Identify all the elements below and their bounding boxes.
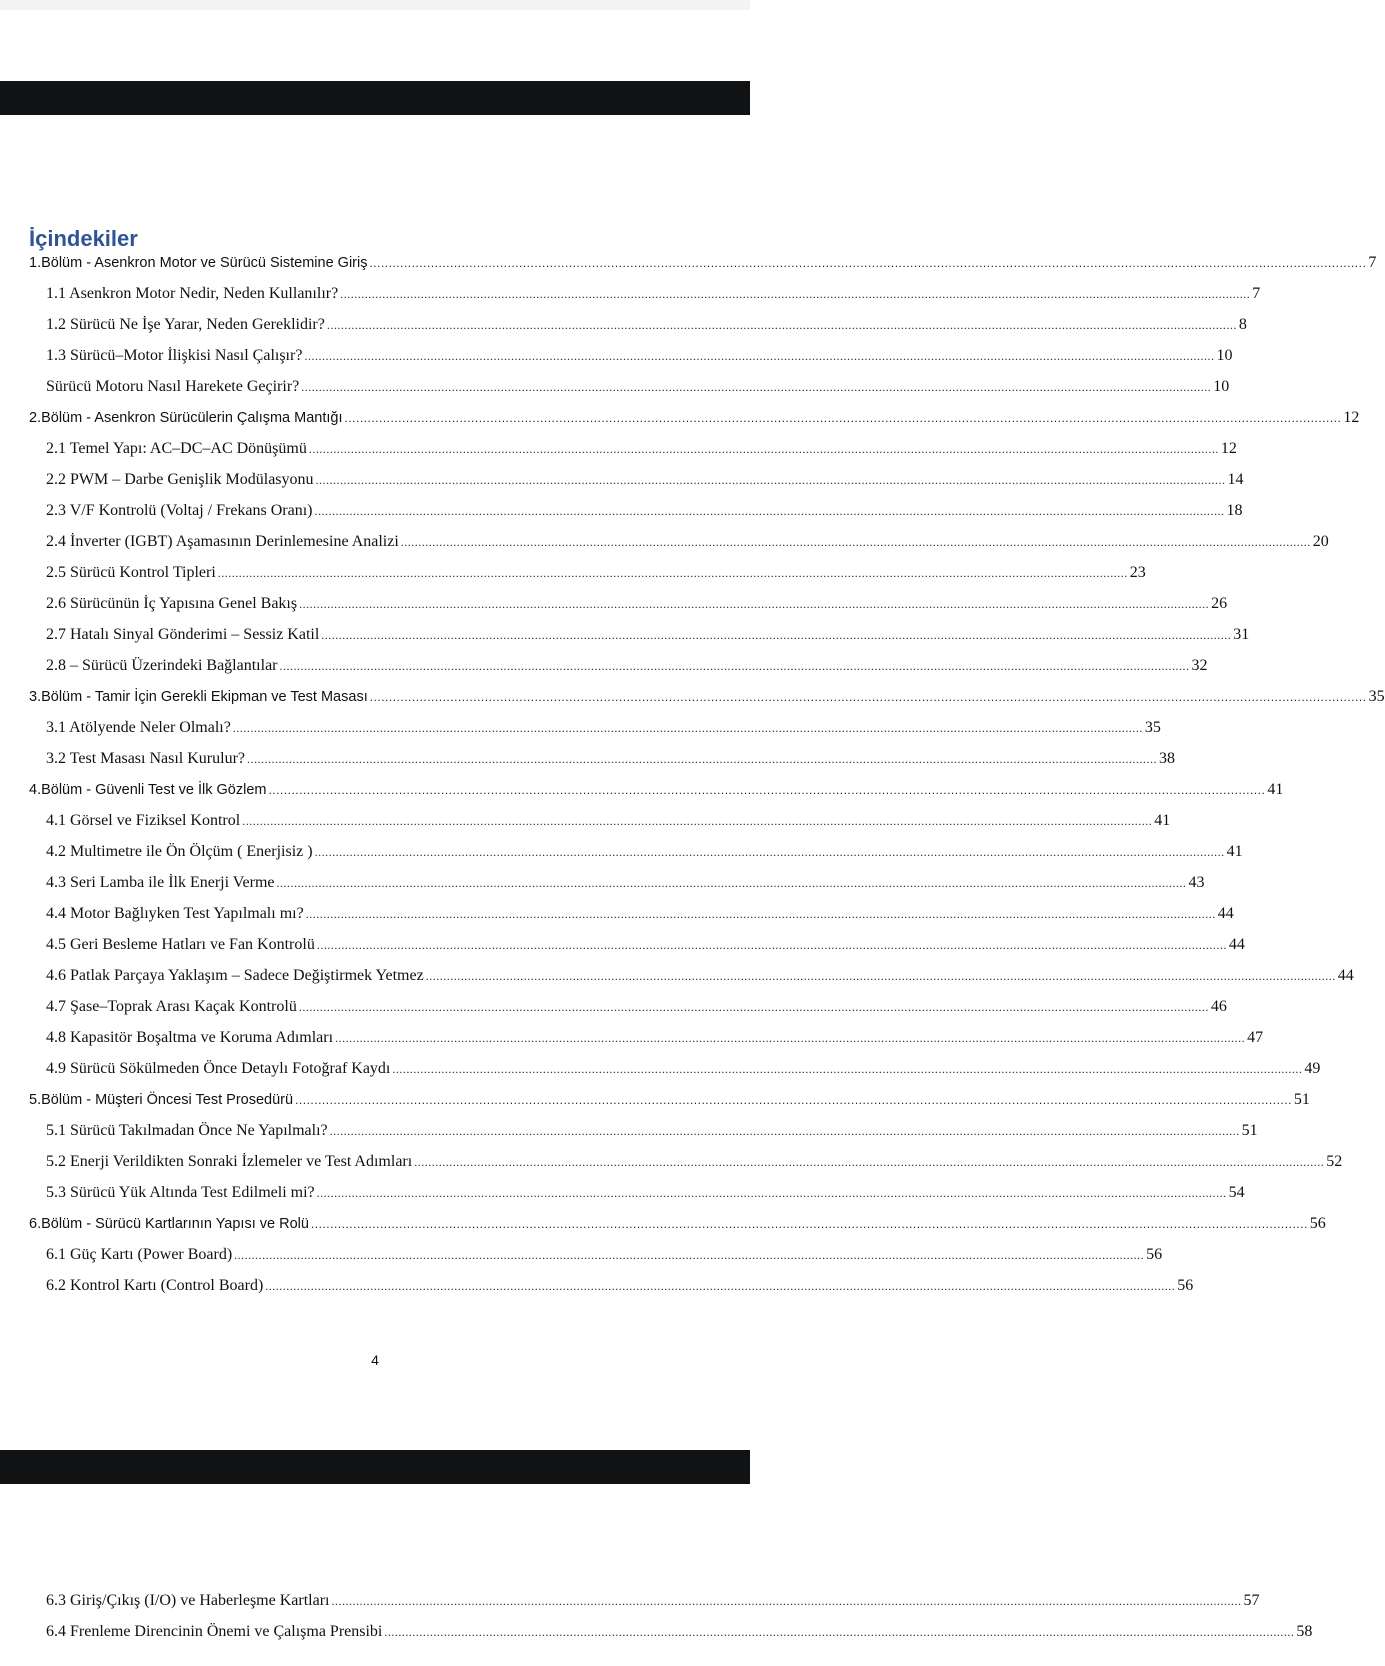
toc-entry-title: 4.1 Görsel ve Fiziksel Kontrol — [46, 812, 241, 829]
toc-entry-page: 52 — [1326, 1153, 1343, 1170]
dot-leader: .................................................................................................................................................................................................................................................................... — [295, 1093, 1292, 1107]
dot-leader: .................................................................................................................................................................................................................................................................... — [392, 1062, 1303, 1076]
dot-leader: .................................................................................................................................................................................................................................................................... — [217, 566, 1128, 580]
toc-chapter-entry[interactable] — [0, 781, 1284, 812]
dot-leader: .................................................................................................................................................................................................................................................................... — [314, 504, 1225, 518]
toc-section-entry[interactable] — [0, 998, 1227, 1029]
toc-section-entry[interactable] — [0, 1277, 1194, 1308]
toc-entry-page: 8 — [1238, 316, 1247, 333]
dot-leader: .................................................................................................................................................................................................................................................................... — [316, 1186, 1227, 1200]
dot-leader: .................................................................................................................................................................................................................................................................... — [326, 318, 1237, 332]
toc-entry-page: 38 — [1159, 750, 1175, 767]
page-separator — [0, 81, 750, 115]
toc-section-entry[interactable] — [0, 533, 1329, 564]
dot-leader: .................................................................................................................................................................................................................................................................... — [369, 256, 1367, 270]
dot-leader: .................................................................................................................................................................................................................................................................... — [369, 690, 1367, 704]
toc-section-entry[interactable] — [0, 564, 1146, 595]
toc-entry-title: 1.Bölüm - Asenkron Motor ve Sürücü Sistemine Giriş — [29, 255, 368, 271]
toc-entry-title: 5.2 Enerji Verildikten Sonraki İzlemeler ve Test Adımları — [46, 1153, 413, 1170]
toc-section-entry[interactable] — [0, 1246, 1163, 1277]
toc-section-entry[interactable] — [0, 657, 1208, 688]
dot-leader: .................................................................................................................................................................................................................................................................... — [314, 845, 1225, 859]
toc-entry-page: 49 — [1304, 1060, 1321, 1077]
toc-entry-title: 3.Bölüm - Tamir İçin Gerekli Ekipman ve Test Masası — [29, 689, 368, 705]
toc-section-entry[interactable] — [0, 285, 1261, 316]
dot-leader: .................................................................................................................................................................................................................................................................... — [304, 349, 1215, 363]
toc-entry-title: 6.2 Kontrol Kartı (Control Board) — [46, 1277, 264, 1294]
dot-leader: .................................................................................................................................................................................................................................................................... — [335, 1031, 1246, 1045]
toc-entry-title: 3.2 Test Masası Nasıl Kurulur? — [46, 750, 245, 767]
toc-entry-page: 51 — [1293, 1091, 1310, 1108]
dot-leader: .................................................................................................................................................................................................................................................................... — [268, 783, 1266, 797]
dot-leader: .................................................................................................................................................................................................................................................................... — [329, 1124, 1240, 1138]
toc-entry-title: 2.6 Sürücünün İç Yapısına Genel Bakış — [46, 595, 298, 612]
toc-section-entry[interactable] — [0, 750, 1175, 781]
dot-leader: .................................................................................................................................................................................................................................................................... — [400, 535, 1311, 549]
toc-section-entry[interactable] — [0, 905, 1234, 936]
dot-leader: .................................................................................................................................................................................................................................................................... — [308, 442, 1219, 456]
dot-leader: .................................................................................................................................................................................................................................................................... — [425, 969, 1336, 983]
toc-entry-title: 4.8 Kapasitör Boşaltma ve Koruma Adımları — [46, 1029, 334, 1046]
toc-section-entry[interactable] — [0, 347, 1233, 378]
dot-leader: .................................................................................................................................................................................................................................................................... — [299, 597, 1210, 611]
dot-leader: .................................................................................................................................................................................................................................................................... — [340, 287, 1251, 301]
dot-leader: .................................................................................................................................................................................................................................................................... — [331, 1594, 1242, 1608]
dot-leader: .................................................................................................................................................................................................................................................................... — [344, 411, 1342, 425]
toc-chapter-entry[interactable] — [0, 1215, 1326, 1246]
toc-entry-page: 10 — [1213, 378, 1230, 395]
toc-section-entry[interactable] — [0, 440, 1237, 471]
dot-leader: .................................................................................................................................................................................................................................................................... — [242, 814, 1153, 828]
toc-entry-title: 1.2 Sürücü Ne İşe Yarar, Neden Gereklidir? — [46, 316, 325, 333]
toc-entry-page: 41 — [1154, 812, 1171, 829]
toc-entry-title: 6.Bölüm - Sürücü Kartlarının Yapısı ve Rolü — [29, 1216, 309, 1232]
toc-section-entry[interactable] — [0, 626, 1250, 657]
toc-entry-page: 32 — [1191, 657, 1208, 674]
toc-entry-title: 4.5 Geri Besleme Hatları ve Fan Kontrolü — [46, 936, 315, 953]
toc-title: İçindekiler — [29, 226, 138, 251]
toc-entry-page: 7 — [1368, 254, 1377, 271]
dot-leader: .................................................................................................................................................................................................................................................................... — [298, 1000, 1209, 1014]
toc-section-entry[interactable] — [0, 1122, 1258, 1153]
dot-leader: .................................................................................................................................................................................................................................................................... — [301, 380, 1212, 394]
toc-entry-page: 57 — [1243, 1592, 1260, 1609]
toc-entry-title: 2.2 PWM – Darbe Genişlik Modülasyonu — [46, 471, 314, 488]
toc-entry-title: 4.Bölüm - Güvenli Test ve İlk Gözlem — [29, 782, 267, 798]
page-number: 4 — [371, 1352, 379, 1368]
toc-entry-page: 31 — [1233, 626, 1250, 643]
toc-entry-title: 2.1 Temel Yapı: AC–DC–AC Dönüşümü — [46, 440, 307, 457]
toc-entry-page: 23 — [1129, 564, 1146, 581]
toc-section-entry[interactable] — [0, 936, 1245, 967]
toc-list — [0, 254, 1385, 1308]
toc-entry-page: 44 — [1217, 905, 1234, 922]
toc-entry-title: 5.Bölüm - Müşteri Öncesi Test Prosedürü — [29, 1092, 294, 1108]
toc-entry-title: 2.5 Sürücü Kontrol Tipleri — [46, 564, 216, 581]
dot-leader: .................................................................................................................................................................................................................................................................... — [265, 1279, 1176, 1293]
toc-entry-title: 4.4 Motor Bağlıyken Test Yapılmalı mı? — [46, 905, 304, 922]
toc-list-continued — [0, 1592, 1313, 1654]
dot-leader: .................................................................................................................................................................................................................................................................... — [279, 659, 1190, 673]
toc-section-entry[interactable] — [0, 874, 1205, 905]
toc-section-entry[interactable] — [0, 719, 1161, 750]
toc-entry-title: 2.Bölüm - Asenkron Sürücülerin Çalışma Mantığı — [29, 410, 343, 426]
toc-entry-title: 2.8 – Sürücü Üzerindeki Bağlantılar — [46, 657, 278, 674]
toc-entry-page: 14 — [1227, 471, 1244, 488]
toc-entry-title: 4.2 Multimetre ile Ön Ölçüm ( Enerjisiz ) — [46, 843, 313, 860]
toc-entry-page: 44 — [1228, 936, 1245, 953]
toc-entry-title: 2.4 İnverter (IGBT) Aşamasının Derinlemesine Analizi — [46, 533, 399, 550]
toc-entry-page: 35 — [1144, 719, 1161, 736]
toc-entry-title: 4.6 Patlak Parçaya Yaklaşım – Sadece Değiştirmek Yetmez — [46, 967, 424, 984]
toc-section-entry[interactable] — [0, 502, 1243, 533]
toc-entry-title: 6.1 Güç Kartı (Power Board) — [46, 1246, 233, 1263]
toc-entry-page: 56 — [1146, 1246, 1163, 1263]
toc-entry-title: 2.7 Hatalı Sinyal Gönderimi – Sessiz Katil — [46, 626, 320, 643]
toc-section-entry[interactable] — [0, 1592, 1260, 1623]
toc-entry-page: 46 — [1210, 998, 1227, 1015]
dot-leader: .................................................................................................................................................................................................................................................................... — [384, 1625, 1295, 1639]
toc-entry-title: 5.3 Sürücü Yük Altında Test Edilmeli mi? — [46, 1184, 315, 1201]
top-strip — [0, 0, 750, 10]
toc-section-entry[interactable] — [0, 1623, 1313, 1654]
toc-entry-title: 1.1 Asenkron Motor Nedir, Neden Kullanılır? — [46, 285, 339, 302]
toc-section-entry[interactable] — [0, 967, 1354, 998]
toc-entry-page: 7 — [1252, 285, 1261, 302]
page-separator — [0, 1450, 750, 1484]
toc-entry-page: 41 — [1267, 781, 1284, 798]
toc-section-entry[interactable] — [0, 471, 1244, 502]
toc-entry-title: 6.3 Giriş/Çıkış (I/O) ve Haberleşme Kartları — [46, 1592, 330, 1609]
toc-section-entry[interactable] — [0, 316, 1247, 347]
toc-chapter-entry[interactable] — [0, 254, 1377, 285]
dot-leader: .................................................................................................................................................................................................................................................................... — [276, 876, 1187, 890]
toc-entry-page: 18 — [1226, 502, 1243, 519]
toc-section-entry[interactable] — [0, 378, 1230, 409]
dot-leader: .................................................................................................................................................................................................................................................................... — [321, 628, 1232, 642]
toc-section-entry[interactable] — [0, 812, 1171, 843]
toc-entry-title: 3.1 Atölyende Neler Olmalı? — [46, 719, 231, 736]
toc-entry-title: 4.7 Şase–Toprak Arası Kaçak Kontrolü — [46, 998, 297, 1015]
toc-section-entry[interactable] — [0, 595, 1228, 626]
toc-entry-page: 58 — [1296, 1623, 1313, 1640]
toc-entry-page: 54 — [1228, 1184, 1245, 1201]
toc-entry-page: 44 — [1337, 967, 1354, 984]
toc-entry-page: 35 — [1368, 688, 1385, 705]
toc-entry-title: Sürücü Motoru Nasıl Harekete Geçirir? — [46, 378, 300, 395]
toc-chapter-entry[interactable] — [0, 688, 1385, 719]
toc-entry-page: 43 — [1188, 874, 1205, 891]
toc-entry-page: 47 — [1247, 1029, 1264, 1046]
dot-leader: .................................................................................................................................................................................................................................................................... — [305, 907, 1216, 921]
dot-leader: .................................................................................................................................................................................................................................................................... — [315, 473, 1226, 487]
dot-leader: .................................................................................................................................................................................................................................................................... — [234, 1248, 1145, 1262]
dot-leader: .................................................................................................................................................................................................................................................................... — [310, 1217, 1308, 1231]
toc-entry-page: 12 — [1220, 440, 1237, 457]
toc-entry-title: 4.3 Seri Lamba ile İlk Enerji Verme — [46, 874, 275, 891]
toc-section-entry[interactable] — [0, 1060, 1321, 1091]
dot-leader: .................................................................................................................................................................................................................................................................... — [247, 752, 1157, 766]
toc-entry-page: 56 — [1309, 1215, 1326, 1232]
toc-chapter-entry[interactable] — [0, 1091, 1310, 1122]
toc-section-entry[interactable] — [0, 843, 1243, 874]
toc-entry-page: 10 — [1216, 347, 1233, 364]
toc-entry-title: 4.9 Sürücü Sökülmeden Önce Detaylı Fotoğraf Kaydı — [46, 1060, 391, 1077]
toc-section-entry[interactable] — [0, 1153, 1343, 1184]
toc-entry-title: 5.1 Sürücü Takılmadan Önce Ne Yapılmalı? — [46, 1122, 328, 1139]
toc-section-entry[interactable] — [0, 1184, 1245, 1215]
toc-entry-title: 6.4 Frenleme Direncinin Önemi ve Çalışma Prensibi — [46, 1623, 383, 1640]
dot-leader: .................................................................................................................................................................................................................................................................... — [232, 721, 1143, 735]
dot-leader: .................................................................................................................................................................................................................................................................... — [316, 938, 1227, 952]
toc-entry-page: 41 — [1226, 843, 1243, 860]
toc-entry-page: 20 — [1312, 533, 1329, 550]
toc-entry-title: 2.3 V/F Kontrolü (Voltaj / Frekans Oranı) — [46, 502, 313, 519]
toc-entry-page: 26 — [1211, 595, 1228, 612]
toc-entry-page: 56 — [1177, 1277, 1194, 1294]
toc-entry-title: 1.3 Sürücü–Motor İlişkisi Nasıl Çalışır? — [46, 347, 303, 364]
toc-section-entry[interactable] — [0, 1029, 1264, 1060]
toc-entry-page: 12 — [1343, 409, 1360, 426]
toc-entry-page: 51 — [1241, 1122, 1258, 1139]
toc-chapter-entry[interactable] — [0, 409, 1360, 440]
dot-leader: .................................................................................................................................................................................................................................................................... — [414, 1155, 1325, 1169]
